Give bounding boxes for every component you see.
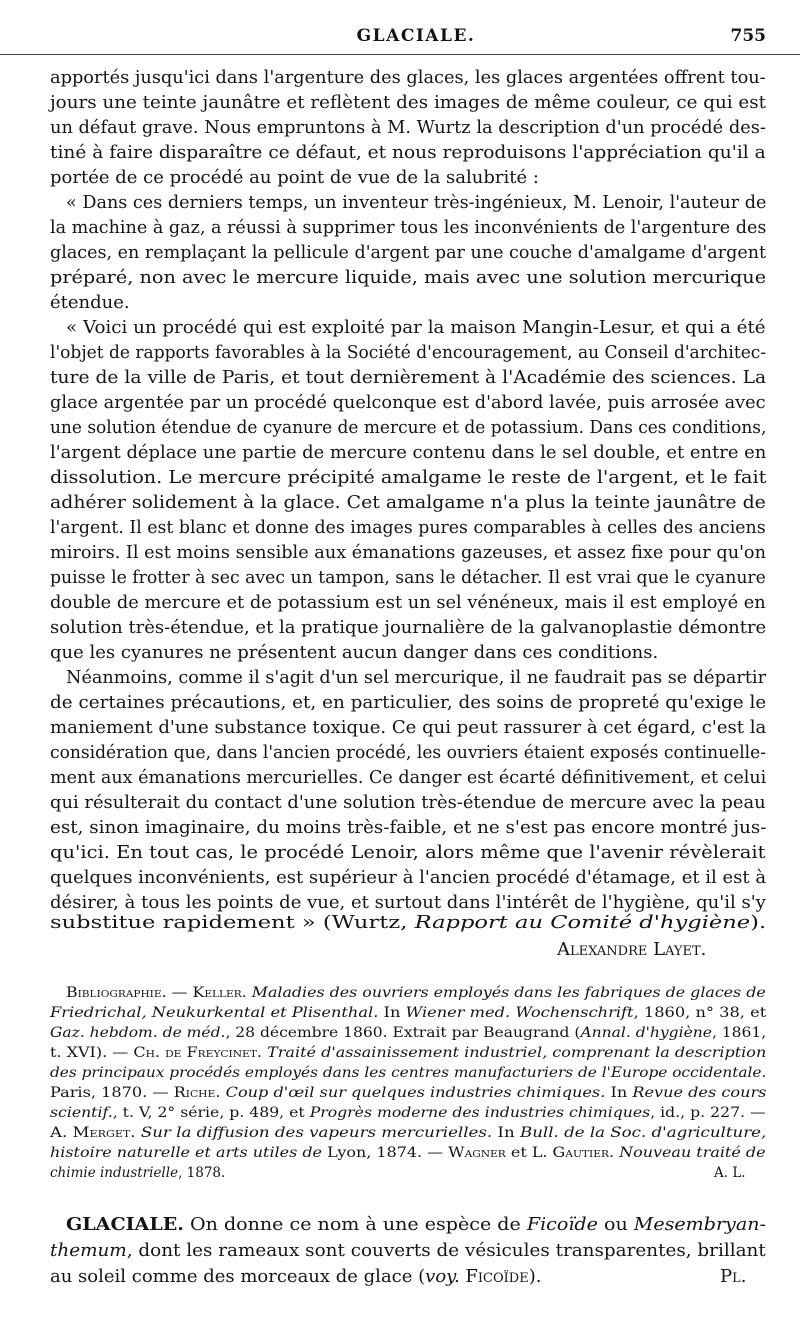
body-line-last: substitue rapidement » (Wurtz, Rapport au Comité d'hygiène).: [50, 912, 767, 933]
body-line: ture de la ville de Paris, et tout dernièrement à l'Académie des sciences. La: [50, 367, 767, 388]
bib-initials: A. L.: [714, 1165, 746, 1181]
body-line: « Voici un procédé qui est exploité par la maison Mangin-Lesur, et qui a été: [66, 317, 766, 338]
body-line: « Dans ces derniers temps, un inventeur très-ingénieux, M. Lenoir, l'auteur de: [66, 192, 767, 213]
bib-author: Keller.: [192, 985, 247, 1001]
body-line: apportés jusqu'ici dans l'argenture des glaces, les glaces argentées offrent tou-: [50, 67, 766, 88]
body-line: portée de ce procédé au point de vue de la salubrité :: [50, 167, 539, 188]
body-line: Néanmoins, comme il s'agit d'un sel mercurique, il ne faudrait pas se départir: [66, 667, 767, 688]
bib-line-2: Friedrichal, Neukurkental et Plisenthal. In Wiener med. Wochenschrift, 1860, n° 38, et: [50, 1005, 767, 1021]
body-line: que les cyanures ne présentent aucun danger dans ces conditions.: [50, 642, 659, 663]
entry-headword: GLACIALE.: [66, 1214, 184, 1235]
cross-reference: Ficoïde: [465, 1266, 529, 1287]
running-head: GLACIALE.: [356, 26, 476, 46]
body-line: qu'ici. En tout cas, le procédé Lenoir, alors même que l'avenir révèlerait: [50, 842, 766, 863]
quote-end-text: substitue rapidement » (Wurtz,: [50, 912, 415, 933]
body-line: qui résulterait du contact d'une solution très-étendue de mercure avec la peau: [50, 792, 766, 813]
header-rule: [0, 54, 800, 55]
body-line: l'objet de rapports favorables à la Société d'encouragement, au Conseil d'architec-: [50, 342, 767, 363]
body-line: adhérer solidement à la glace. Cet amalgame n'a plus la teinte jaunâtre de: [50, 492, 766, 513]
page-header: [66, 26, 766, 50]
bib-label: Bibliographie.: [66, 985, 167, 1001]
body-line: l'argent déplace une partie de mercure contenu dans le sel double, et entre en: [50, 442, 767, 463]
body-line: puisse le frotter à sec avec un tampon, sans le détacher. Il est vrai que le cyanure: [50, 567, 766, 588]
body-line: solution très-étendue, et la pratique journalière de la galvanoplastie démontre: [50, 617, 767, 638]
body-line: miroirs. Il est moins sensible aux émanations gazeuses, et assez fixe pour qu'on: [50, 542, 766, 563]
body-line: une solution étendue de cyanure de mercure et de potassium. Dans ces conditions,: [50, 417, 767, 438]
bib-line-6: Paris, 1870. — Riche. Coup d'œil sur quelques industries chimiques. In Revue des cours: [50, 1085, 767, 1101]
body-line: maniement d'une substance toxique. Ce qui peut rassurer à cet égard, c'est la: [50, 717, 767, 738]
body-line: tiné à faire disparaître ce défaut, et nous reproduisons l'appréciation qu'il a: [50, 142, 766, 163]
body-line: de certaines précautions, et, en particulier, des soins de propreté qu'exige le: [50, 692, 767, 713]
entry-initials: Pl.: [720, 1266, 747, 1287]
report-title: Rapport au Comité d'hygiène: [414, 912, 751, 933]
body-line: jours une teinte jaunâtre et reflètent des images de même couleur, ce qui est: [50, 92, 767, 113]
body-line: étendue.: [50, 292, 130, 313]
entry-line-1: GLACIALE. On donne ce nom à une espèce de Ficoïde ou Mesembryan-: [66, 1214, 766, 1235]
bib-line-4: t. XVI). — Ch. de Freycinet. Traité d'assainissement industriel, comprenant la description: [50, 1045, 767, 1061]
body-line: ment aux émanations mercurielles. Ce danger est écarté définitivement, et celui: [50, 767, 767, 788]
body-line: glaces, en remplaçant la pellicule d'argent par une couche d'amalgame d'argent: [50, 242, 767, 263]
page-number: 755: [730, 26, 766, 46]
body-line: glace argentée par un procédé quelconque est d'abord lavée, puis arrosée avec: [50, 392, 766, 413]
bib-line-8: A. Merget. Sur la diffusion des vapeurs mercurielles. In Bull. de la Soc. d'agriculture,: [50, 1125, 767, 1141]
body-line: l'argent. Il est blanc et donne des images pures comparables à celles des anciens: [50, 517, 766, 538]
entry-line-2: themum, dont les rameaux sont couverts de vésicules transparentes, brillant: [50, 1240, 766, 1261]
body-line: la machine à gaz, a réussi à supprimer tous les inconvénients de l'argenture des: [50, 217, 767, 238]
bib-line-5: des principaux procédés employés dans les centres manufacturiers de l'Europe occidentale.: [50, 1065, 767, 1081]
body-line: désirer, à tous les points de vue, et surtout dans l'intérêt de l'hygiène, qu'il s'y: [50, 892, 766, 913]
bib-line-9: histoire naturelle et arts utiles de Lyon, 1874. — Wagner et L. Gautier. Nouveau traité de: [50, 1145, 766, 1161]
entry-line-3: au soleil comme des morceaux de glace (voy. Ficoïde).: [50, 1266, 542, 1287]
bib-line-10: chimie industrielle, 1878.: [50, 1165, 226, 1181]
bib-line-3: Gaz. hebdom. de méd., 28 décembre 1860. Extrait par Beaugrand (Annal. d'hygiène, 1861,: [50, 1025, 767, 1041]
bib-line-1: Bibliographie. — Keller. Maladies des ouvriers employés dans les fabriques de glaces de: [66, 985, 766, 1001]
body-line: préparé, non avec le mercure liquide, mais avec une solution mercurique: [50, 267, 767, 288]
body-line: est, sinon imaginaire, du moins très-faible, et ne s'est pas encore montré jus-: [50, 817, 767, 838]
author-signature: Alexandre Layet.: [557, 939, 707, 960]
bib-title: Maladies des ouvriers employés dans les fabriques de glaces de: [246, 985, 766, 1001]
body-line: considération que, dans l'ancien procédé, les ouvriers étaient exposés continuelle-: [50, 742, 767, 763]
body-line: double de mercure et de potassium est un sel vénéneux, mais il est employé en: [50, 592, 766, 613]
bib-line-7: scientif., t. V, 2° série, p. 489, et Progrès moderne des industries chimiques, id., p. 227. —: [50, 1105, 766, 1121]
body-line: un défaut grave. Nous empruntons à M. Wurtz la description d'un procédé des-: [50, 117, 766, 138]
body-line: dissolution. Le mercure précipité amalgame le reste de l'argent, et le fait: [50, 467, 767, 488]
body-line: quelques inconvénients, est supérieur à l'ancien procédé d'étamage, et il est à: [50, 867, 767, 888]
